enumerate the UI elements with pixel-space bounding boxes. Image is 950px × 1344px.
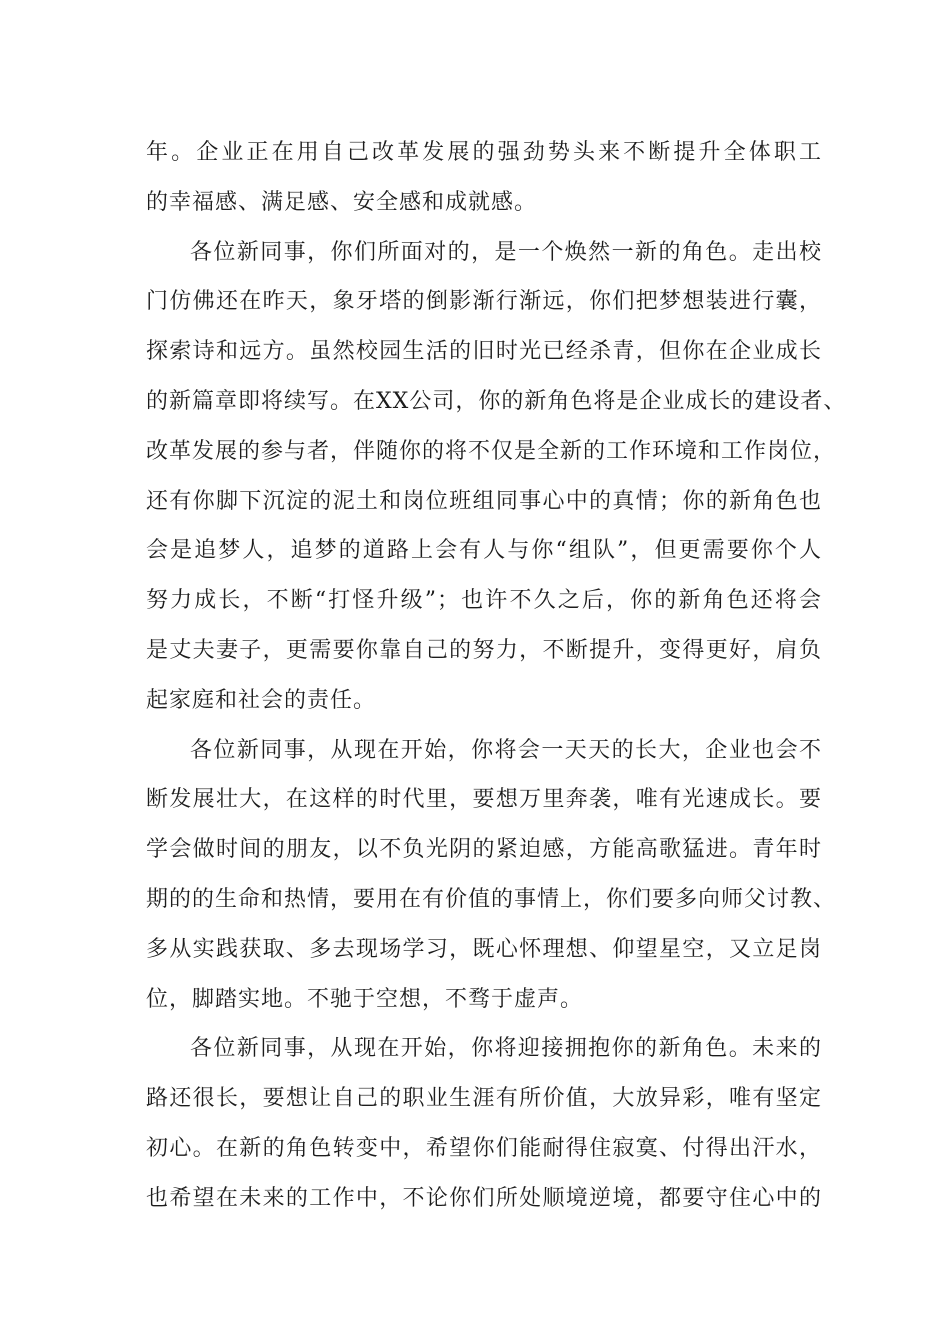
text-line: 是丈夫妻子，更需要你靠自己的努力，不断提升，变得更好，肩负	[146, 637, 822, 663]
text-line: 路还很长，要想让自己的职业生涯有所价值，大放异彩，唯有坚定	[146, 1086, 822, 1112]
text-line: 改革发展的参与者，伴随你的将不仅是全新的工作环境和工作岗位，	[146, 438, 837, 464]
text-line: 学会做时间的朋友，以不负光阴的紧迫感，方能高歌猛进。青年时	[146, 837, 822, 863]
text-line: 探索诗和远方。虽然校园生活的旧时光已经杀青，但你在企业成长	[146, 339, 822, 365]
text-line: 期的的生命和热情，要用在有价值的事情上，你们要多向师父讨教、	[146, 886, 837, 912]
text-line: 会是追梦人，追梦的道路上会有人与你“组队”，但更需要你个人	[146, 538, 822, 564]
text-line: 的新篇章即将续写。在XX公司，你的新角色将是企业成长的建设者、	[146, 388, 847, 414]
text-line: 还有你脚下沉淀的泥土和岗位班组同事心中的真情；你的新角色也	[146, 488, 822, 514]
paragraph-first-line: 各位新同事，你们所面对的，是一个焕然一新的角色。走出校	[190, 239, 822, 265]
text-line: 起家庭和社会的责任。	[146, 687, 377, 713]
text-line: 位，脚踏实地。不驰于空想，不骛于虚声。	[146, 986, 584, 1012]
body-text	[146, 128, 847, 1224]
text-line: 的幸福感、满足感、安全感和成就感。	[146, 189, 538, 215]
text-line: 多从实践获取、多去现场学习，既心怀理想、仰望星空，又立足岗	[146, 936, 822, 962]
paragraph-first-line: 各位新同事，从现在开始，你将会一天天的长大，企业也会不	[190, 737, 822, 763]
text-line: 努力成长，不断“打怪升级”；也许不久之后，你的新角色还将会	[146, 588, 822, 614]
text-line: 也希望在未来的工作中，不论你们所处顺境逆境，都要守住心中的	[146, 1185, 822, 1211]
paragraph-first-line: 各位新同事，从现在开始，你将迎接拥抱你的新角色。未来的	[190, 1036, 822, 1062]
text-line: 初心。在新的角色转变中，希望你们能耐得住寂寞、付得出汗水，	[146, 1135, 822, 1161]
text-line: 年。企业正在用自己改革发展的强劲势头来不断提升全体职工	[146, 140, 822, 165]
text-line: 门仿佛还在昨天，象牙塔的倒影渐行渐远，你们把梦想装进行囊，	[146, 289, 822, 315]
text-line: 断发展壮大，在这样的时代里，要想万里奔袭，唯有光速成长。要	[146, 787, 822, 813]
